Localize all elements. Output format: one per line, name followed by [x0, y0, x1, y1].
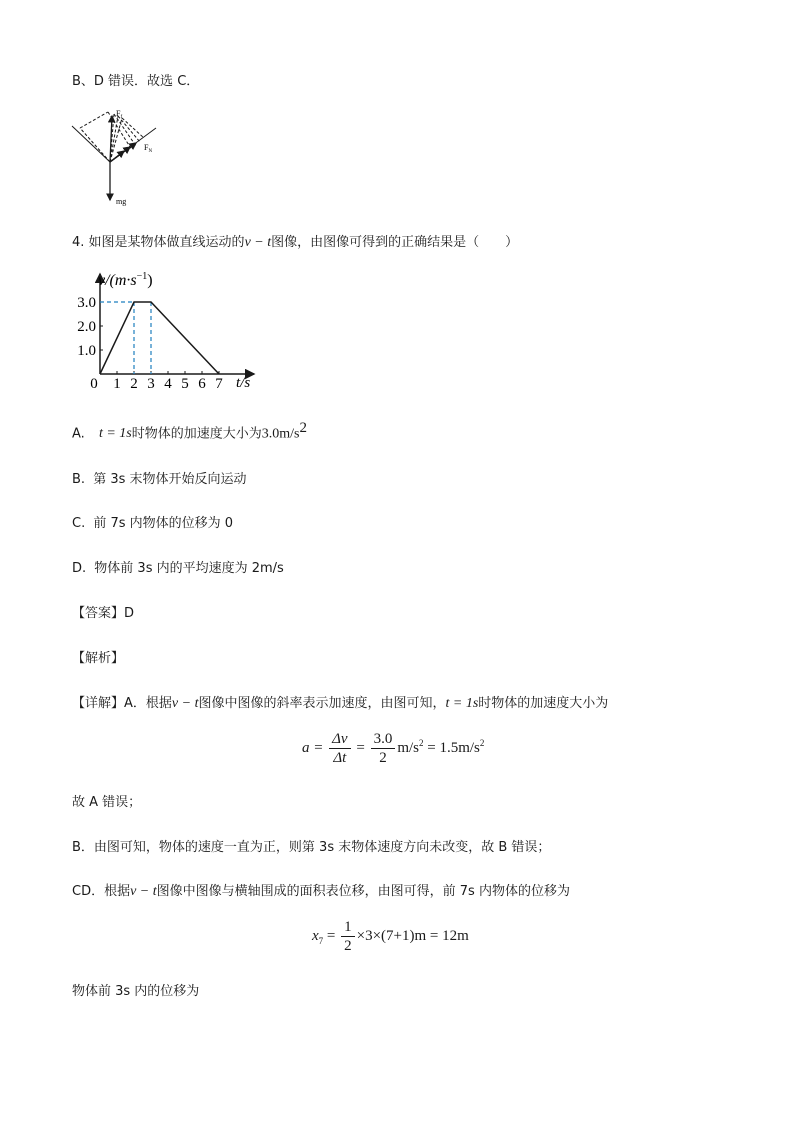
- mg-label: mg: [116, 197, 127, 206]
- b-explanation-line: B．由图可知，物体的速度一直为正，则第 3s 末物体速度方向未改变，故 B 错误；: [72, 840, 551, 855]
- option-letter: B.: [72, 472, 86, 487]
- question-text-after: 图像，由图像可得到的正确结果是（ ）: [271, 235, 519, 250]
- vt-graph: [72, 266, 272, 396]
- detail-a-text2: 图像中图像的斜率表示加速度，由图可知，: [198, 696, 446, 711]
- detail-vt: v − t: [171, 696, 199, 711]
- x-axis-label: t/s: [236, 375, 251, 391]
- formula1-frac2: $\frac{3.0}{2}$: [371, 730, 396, 767]
- detail-a-line: [72, 692, 608, 712]
- cd-text2: 图像中图像与横轴围成的面积表位移，由图可得，前 7s 内物体的位移为: [156, 884, 570, 899]
- cd-vt: v − t: [130, 884, 157, 899]
- formula1-unit: m/s: [397, 739, 419, 756]
- y-tick-label: 3.0: [77, 295, 96, 311]
- formula1-lhs: a =: [302, 739, 324, 756]
- question-text-before: 如图是某物体做直线运动的: [88, 235, 245, 250]
- option-a-value: 3.0m/s: [261, 426, 300, 442]
- previous-answer-line: B、D 错误．故选 C．: [72, 74, 200, 89]
- analysis-tag: 【解析】: [72, 651, 125, 666]
- x-tick-label: 6: [198, 376, 206, 392]
- formula1-result: = 1.5m/s: [423, 739, 480, 756]
- formula2-lhs: x: [312, 927, 319, 944]
- option-d[interactable]: [72, 557, 284, 576]
- formula1-eq: =: [356, 739, 365, 756]
- question-vt: v − t: [244, 235, 272, 250]
- y-tick-label: 1.0: [77, 343, 96, 359]
- detail-a-time: t = 1s: [445, 696, 479, 711]
- option-text: 第 3s 末物体开始反向运动: [93, 472, 247, 487]
- detail-a-text3: 时物体的加速度大小为: [478, 696, 609, 711]
- option-b[interactable]: [72, 468, 247, 487]
- x-tick-label: 0: [90, 376, 98, 392]
- answer-tag: 【答案】: [72, 606, 125, 621]
- option-c[interactable]: [72, 512, 233, 531]
- detail-a-text1: A．根据: [124, 696, 172, 711]
- x-tick-label: 4: [164, 376, 172, 392]
- option-text: 前 7s 内物体的位移为 0: [93, 516, 234, 531]
- y-tick-label: 2.0: [77, 319, 96, 335]
- x-tick-label: 7: [215, 376, 223, 392]
- formula-acceleration: a = $\frac{\Delta v}{\Delta t}$ = $\frac{3.0}{2}$ $m/s^2 = 1.5m/s^2$: [302, 731, 485, 766]
- last-line: 物体前 3s 内的位移为: [72, 984, 200, 999]
- option-letter: C.: [72, 516, 86, 531]
- x-tick-label: 3: [147, 376, 155, 392]
- formula2-rest: ×3×(7+1)m = 12m: [356, 927, 469, 944]
- option-text: 时物体的加速度大小为: [131, 426, 262, 442]
- force-diagram: [66, 104, 176, 208]
- option-text: 物体前 3s 内的平均速度为 2m/s: [94, 561, 284, 576]
- y-axis-label: $v/(m\cdot s^{-1})$: [98, 271, 153, 289]
- formula2-eq: =: [326, 927, 336, 944]
- velocity-line: [100, 302, 219, 374]
- formula1-frac1: $\frac{\Delta v}{\Delta t}$: [329, 730, 350, 767]
- formula2-frac: $\frac{1}{2}$: [341, 918, 355, 955]
- ff-label: $F_f$: [116, 109, 123, 120]
- fn-label: $F_N$: [144, 143, 153, 154]
- question-number: 4.: [72, 235, 85, 250]
- x-tick-label: 2: [130, 376, 138, 392]
- option-letter: D.: [72, 561, 87, 576]
- cd-explanation-line: [72, 880, 570, 900]
- answer-value: D: [124, 606, 135, 621]
- a-wrong-line: 故 A 错误；: [72, 795, 142, 810]
- formula-displacement: $x_7$ = $\frac{1}{2}$ ×3×(7+1)m = 12m: [312, 919, 469, 954]
- detail-tag: 【详解】: [72, 696, 125, 711]
- x-tick-label: 5: [181, 376, 189, 392]
- option-letter: A.: [72, 426, 85, 442]
- x-tick-label: 1: [113, 376, 121, 392]
- option-a-time: t = 1s: [98, 426, 132, 442]
- option-a[interactable]: [72, 420, 307, 442]
- answer-line: [72, 602, 134, 621]
- question-4: [72, 231, 518, 251]
- option-a-exp: 2: [299, 420, 307, 436]
- cd-text1: CD．根据: [72, 884, 131, 899]
